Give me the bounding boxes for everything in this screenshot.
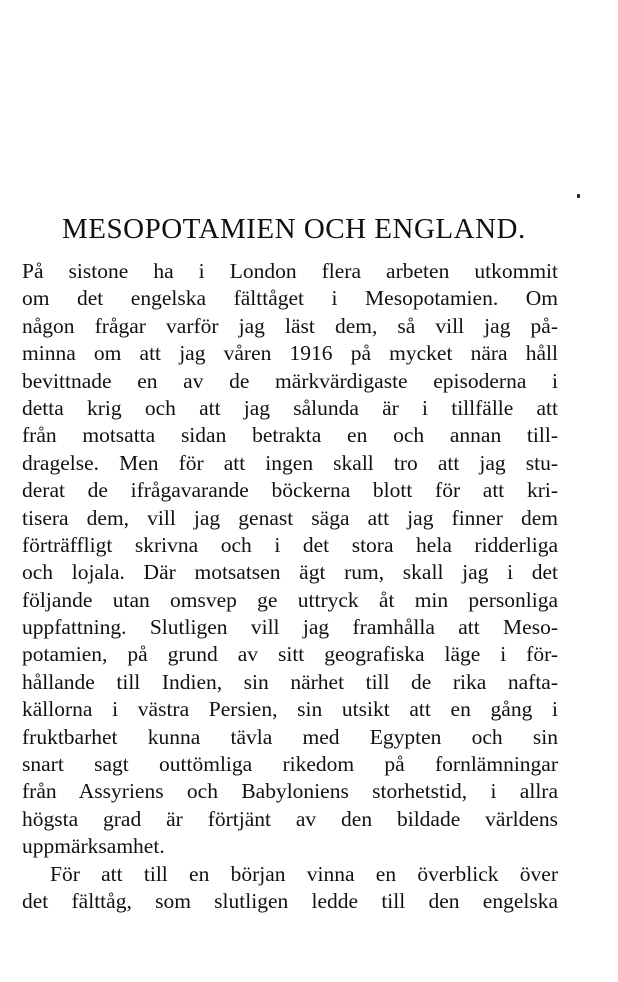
text-line: minna om att jag våren 1916 på mycket nära håll — [22, 341, 558, 366]
text-line: På sistone ha i London flera arbeten utkommit — [22, 259, 558, 283]
text-line: det fälttåg, som slutligen ledde till den engelska — [22, 888, 558, 913]
text-line: snart sagt outtömliga rikedom på fornlämningar — [22, 752, 558, 777]
print-speck — [577, 194, 580, 198]
paragraph-start-line: För att till en början vinna en överblick över — [50, 861, 558, 886]
text-line: derat de ifrågavarande böckerna blott för att kri- — [22, 478, 558, 503]
chapter-title: MESOPOTAMIEN OCH ENGLAND. — [62, 213, 526, 246]
text-line: och lojala. Där motsatsen ägt rum, skall jag i det — [22, 560, 558, 585]
text-line: förträffligt skrivna och i det stora hela ridderliga — [22, 532, 558, 557]
text-line: detta krig och att jag sålunda är i tillfälle att — [22, 395, 558, 420]
text-line: uppfattning. Slutligen vill jag framhålla att Meso- — [22, 615, 558, 640]
text-line: källorna i västra Persien, sin utsikt att en gång i — [22, 697, 558, 722]
text-line: högsta grad är förtjänt av den bildade världens — [22, 806, 558, 831]
text-line: bevittnade en av de märkvärdigaste episoderna i — [22, 368, 558, 393]
text-line: dragelse. Men för att ingen skall tro att jag stu- — [22, 450, 558, 475]
text-line: om det engelska fälttåget i Mesopotamien. Om — [22, 286, 558, 311]
text-line: från motsatta sidan betrakta en och annan till- — [22, 423, 558, 448]
text-line: från Assyriens och Babyloniens storhetstid, i allra — [22, 779, 558, 804]
text-line: hållande till Indien, sin närhet till de rika nafta- — [22, 669, 558, 694]
text-line: någon frågar varför jag läst dem, så vill jag på- — [22, 313, 558, 338]
text-line: följande utan omsvep ge uttryck åt min personliga — [22, 587, 558, 612]
text-line: tisera dem, vill jag genast säga att jag finner dem — [22, 505, 558, 530]
text-line: potamien, på grund av sitt geografiska läge i för- — [22, 642, 558, 667]
text-line: fruktbarhet kunna tävla med Egypten och sin — [22, 724, 558, 749]
text-line: uppmärksamhet. — [22, 834, 165, 859]
body-text — [22, 258, 558, 915]
